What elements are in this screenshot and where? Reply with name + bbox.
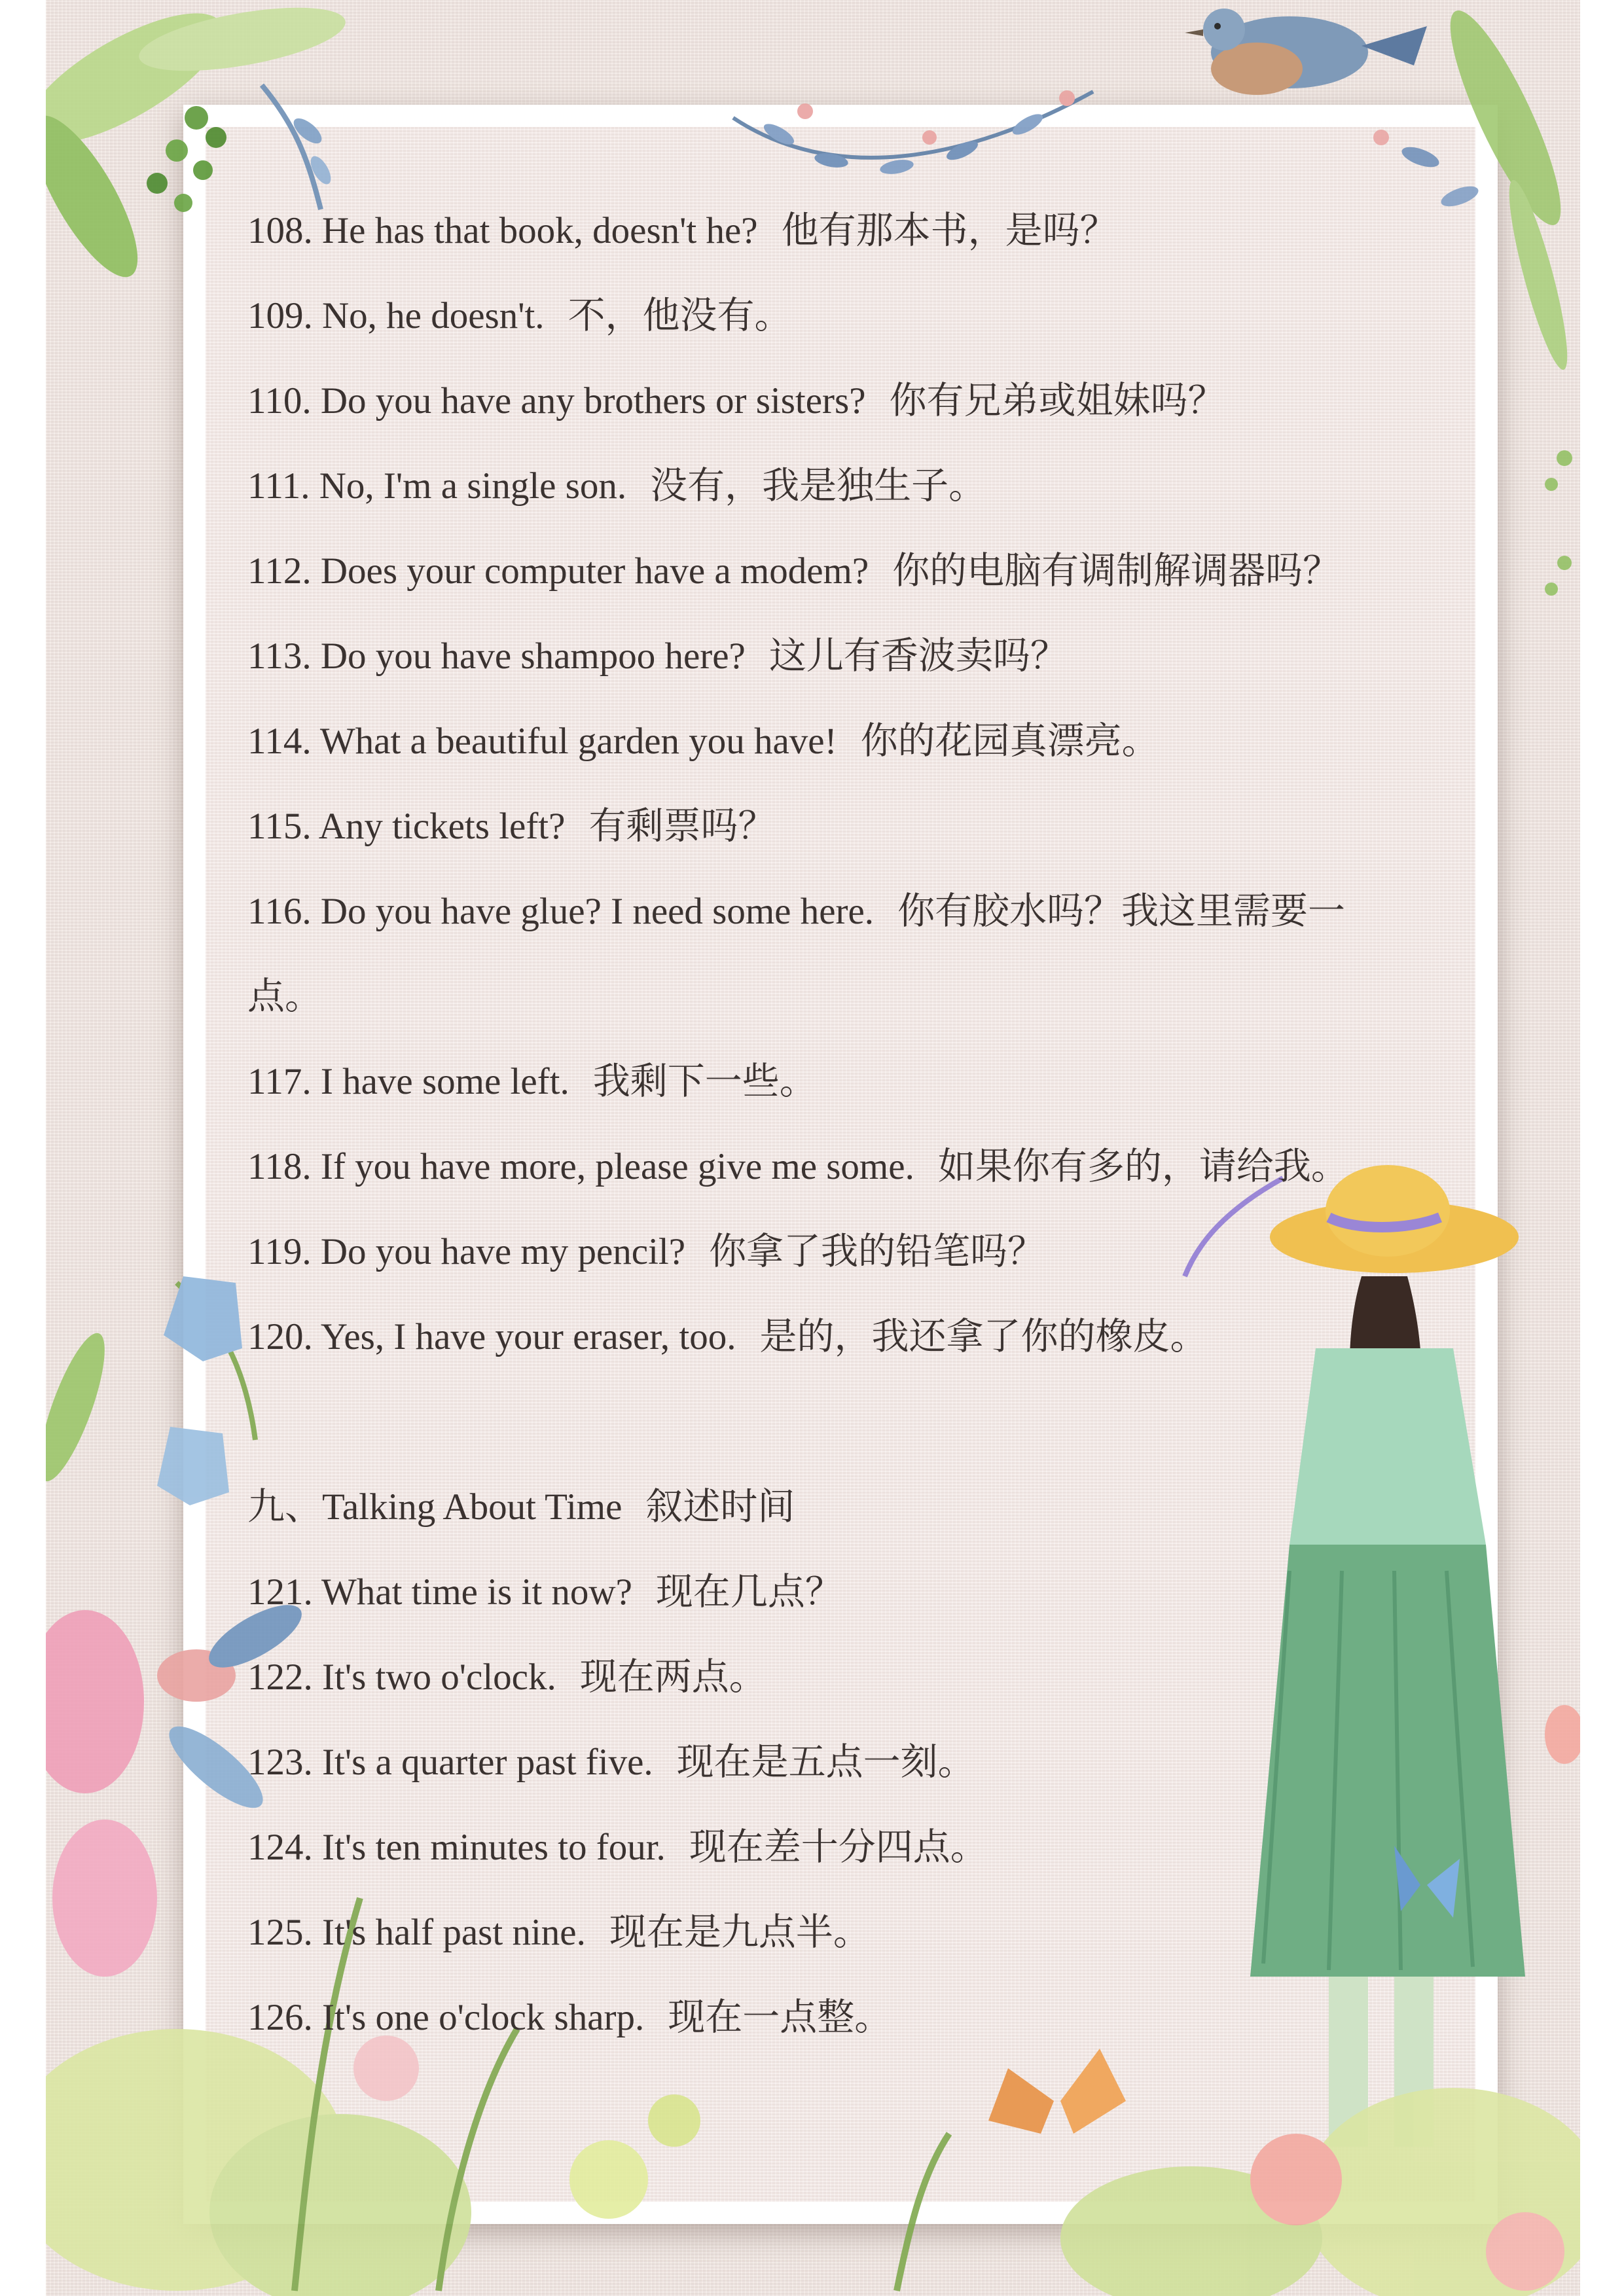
- sentence-line: 119. Do you have my pencil? 你拿了我的铅笔吗？: [247, 1231, 1045, 1272]
- sentence-line: 122. It's two o'clock. 现在两点。: [247, 1657, 767, 1698]
- sentence-line: 109. No, he doesn't. 不，他没有。: [247, 295, 792, 336]
- top-wreath-icon: [733, 90, 1093, 176]
- sentence-line: 120. Yes, I have your eraser, too. 是的，我还拿了你的橡皮。: [247, 1316, 1208, 1357]
- top-right-leaves-icon: [1373, 0, 1579, 596]
- sentence-line: 124. It's ten minutes to four. 现在差十分四点。: [247, 1827, 988, 1868]
- sentence-line: 115. Any tickets left? 有剩票吗？: [247, 806, 776, 847]
- bird-icon: [1185, 9, 1427, 95]
- sentence-line: 125. It's half past nine. 现在是九点半。: [247, 1912, 871, 1953]
- girl-illustration-icon: [1185, 1165, 1525, 2147]
- sentence-line: 111. No, I'm a single son. 没有，我是独生子。: [247, 465, 986, 507]
- sentence-line: 121. What time is it now? 现在几点？: [247, 1571, 842, 1613]
- sentence-line: 110. Do you have any brothers or sisters? 你有兄弟或姐妹吗？: [247, 380, 1225, 422]
- sentence-line: 118. If you have more, please give me some. 如果你有多的，请给我。: [247, 1146, 1348, 1187]
- sentence-line-continuation: 点。: [247, 976, 322, 1017]
- sentence-line: 126. It's one o'clock sharp. 现在一点整。: [247, 1997, 892, 2038]
- sentence-line: 108. He has that book, doesn't he? 他有那本书，是吗？: [247, 210, 1117, 251]
- page-background: [46, 0, 1580, 2296]
- sentence-line: 112. Does your computer have a modem? 你的电脑有调制解调器吗？: [247, 550, 1341, 592]
- sentence-line: 116. Do you have glue? I need some here. 你有胶水吗？我这里需要一: [247, 891, 1346, 932]
- section-heading: 九、Talking About Time 叙述时间: [247, 1486, 795, 1528]
- sentence-line: 117. I have some left. 我剩下一些。: [247, 1061, 817, 1102]
- sentence-line: 123. It's a quarter past five. 现在是五点一刻。: [247, 1742, 975, 1783]
- sentence-line: 114. What a beautiful garden you have! 你的花园真漂亮。: [247, 721, 1159, 762]
- blue-flower-icon: [46, 1276, 255, 1505]
- sentence-line: 113. Do you have shampoo here? 这儿有香波卖吗？: [247, 636, 1068, 677]
